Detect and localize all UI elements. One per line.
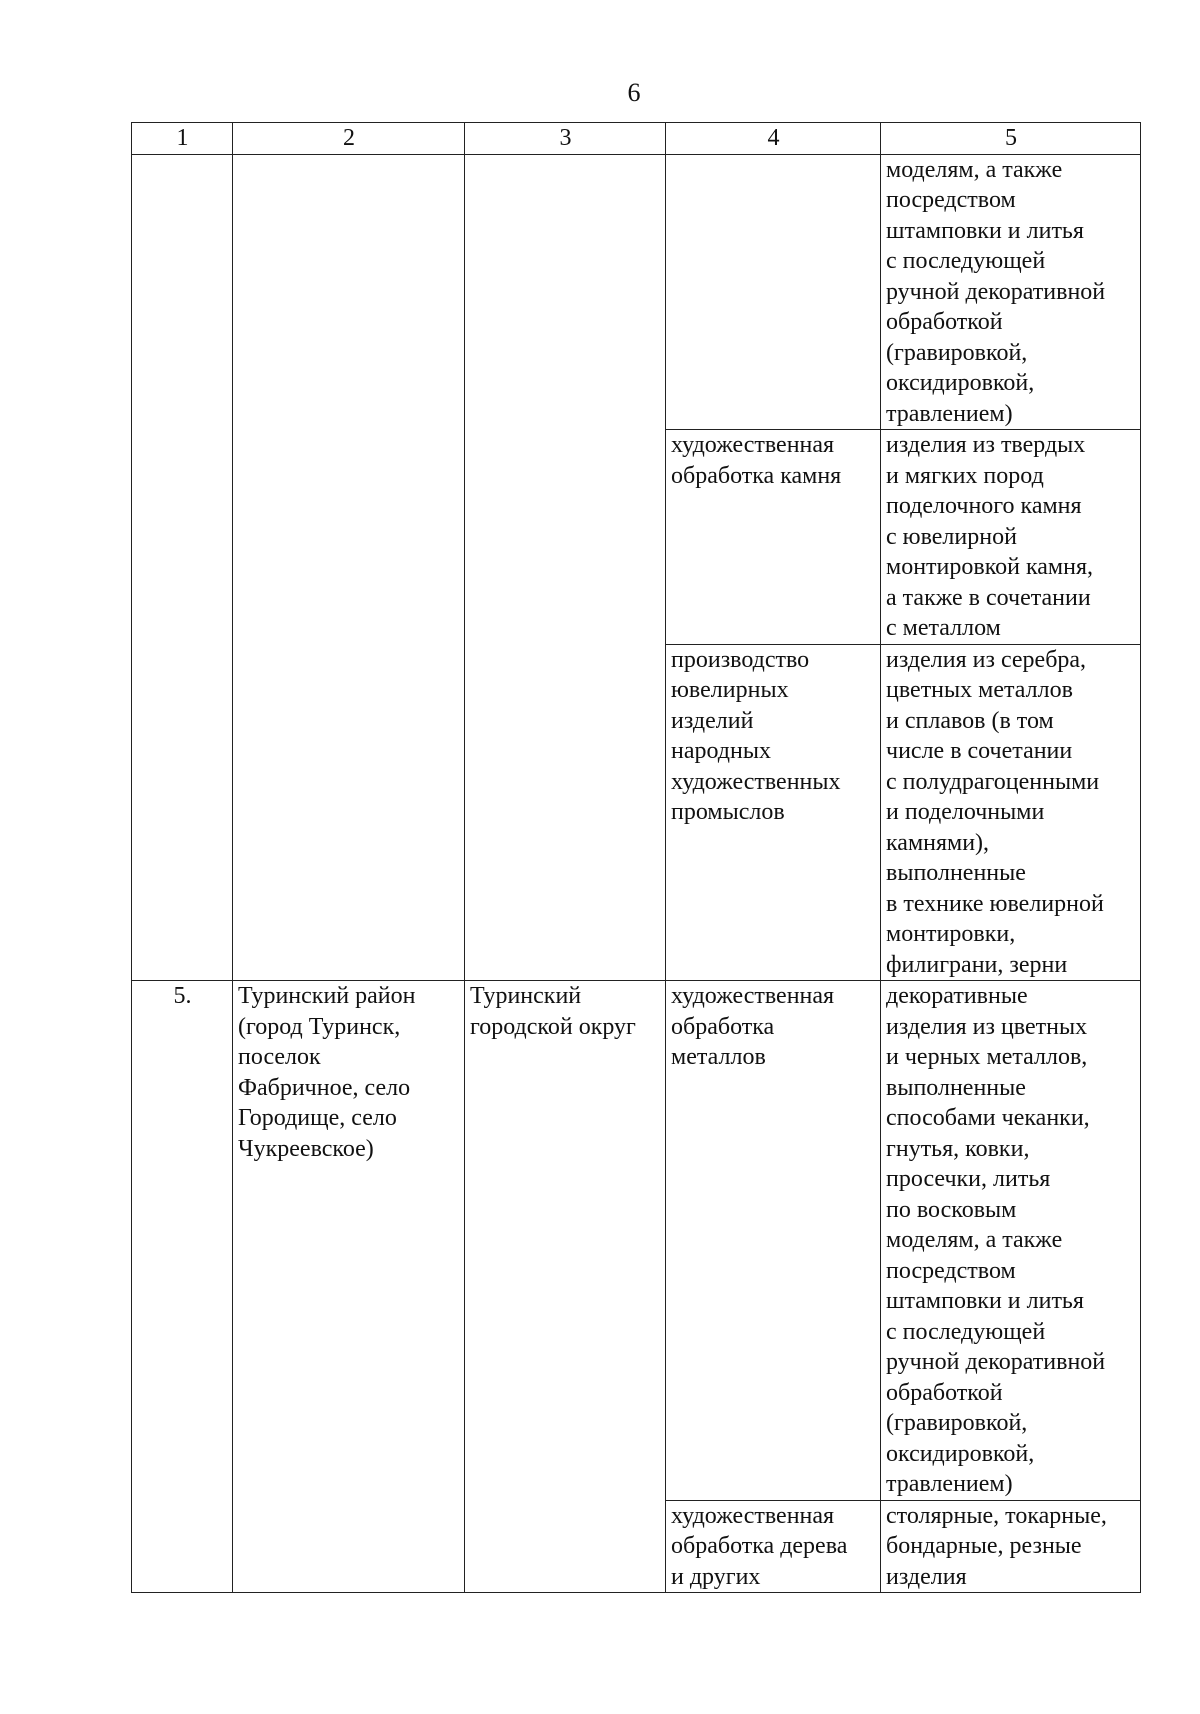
cell-text-line: декоративные bbox=[886, 983, 1028, 1009]
cell-text-line: филиграни, зерни bbox=[886, 951, 1068, 978]
cell-text-line: ювелирных bbox=[671, 677, 789, 703]
cell-text-line: народных bbox=[671, 738, 771, 764]
region-cell bbox=[233, 981, 465, 1593]
cell-text-line: способами чеканки, bbox=[886, 1105, 1090, 1131]
cell-text-line: поделочного камня bbox=[886, 493, 1082, 519]
municipality-cell-empty bbox=[465, 154, 666, 981]
cell-text-line: (город Туринск, bbox=[238, 1013, 401, 1040]
cell-text-line: травлением) bbox=[886, 1471, 1013, 1497]
cell-text-line: ручной декоративной bbox=[886, 278, 1106, 305]
cell-text-line: (гравировкой, bbox=[886, 1410, 1028, 1436]
cell-text-line: Туринский район bbox=[238, 983, 416, 1009]
header-cell-3: 3 bbox=[465, 123, 666, 155]
cell-text-line: художественная bbox=[671, 1502, 835, 1529]
craft-cell bbox=[666, 1500, 881, 1593]
cell-text-line: промыслов bbox=[671, 799, 785, 825]
products-cell bbox=[881, 644, 1141, 981]
cell-text-line: монтировки, bbox=[886, 921, 1016, 947]
products-cell bbox=[881, 1500, 1141, 1593]
cell-text-line: штамповки и литья bbox=[886, 1288, 1084, 1314]
cell-text-line: выполненные bbox=[886, 860, 1026, 886]
cell-text-line: Городище, село bbox=[238, 1105, 397, 1131]
cell-text-line: а также в сочетании bbox=[886, 584, 1091, 611]
cell-text-line: и черных металлов, bbox=[886, 1044, 1088, 1070]
table-row bbox=[132, 981, 1141, 1501]
cell-text-line: ручной декоративной bbox=[886, 1349, 1106, 1375]
page-number: 6 bbox=[627, 78, 641, 107]
cell-text-line: изделия из цветных bbox=[886, 1013, 1088, 1040]
cell-text-line: с последующей bbox=[886, 248, 1046, 274]
cell-text-line: числе в сочетании bbox=[886, 738, 1073, 764]
cell-text-line: металлов bbox=[671, 1044, 766, 1070]
cell-text-line: и других bbox=[671, 1563, 761, 1590]
products-cell bbox=[881, 430, 1141, 645]
cell-text-line: (гравировкой, bbox=[886, 339, 1028, 366]
products-cell bbox=[881, 981, 1141, 1501]
cell-text-line: выполненные bbox=[886, 1074, 1026, 1101]
cell-text-line: по восковым bbox=[886, 1196, 1017, 1223]
cell-text-line: производство bbox=[671, 646, 810, 673]
cell-text-line: травлением) bbox=[886, 400, 1013, 427]
cell-text-line: художественных bbox=[671, 768, 841, 795]
cell-text-line: художественная bbox=[671, 432, 835, 458]
municipality-cell bbox=[465, 981, 666, 1593]
region-cell-empty bbox=[233, 154, 465, 981]
products-cell bbox=[881, 154, 1141, 430]
cell-text-line: в технике ювелирной bbox=[886, 890, 1104, 917]
craft-cell-empty bbox=[666, 154, 881, 430]
cell-text-line: и сплавов (в том bbox=[886, 707, 1054, 734]
craft-cell bbox=[666, 981, 881, 1501]
cell-text-line: оксидировкой, bbox=[886, 1440, 1035, 1467]
table-row bbox=[132, 154, 1141, 430]
cell-text-line: оксидировкой, bbox=[886, 370, 1035, 396]
cell-text-line: Туринский bbox=[470, 983, 582, 1009]
num-cell: 5. bbox=[132, 981, 233, 1593]
cell-text-line: с металлом bbox=[886, 615, 1001, 641]
cell-text-line: моделям, а также bbox=[886, 1227, 1063, 1253]
cell-text-line: с полудрагоценными bbox=[886, 768, 1100, 795]
document-table bbox=[131, 122, 1141, 1593]
cell-text-line: штамповки и литья bbox=[886, 217, 1084, 244]
cell-text-line: Чукреевское) bbox=[238, 1135, 374, 1162]
cell-text-line: поселок bbox=[238, 1044, 321, 1070]
cell-text-line: столярные, токарные, bbox=[886, 1502, 1107, 1529]
header-cell-2: 2 bbox=[233, 123, 465, 155]
cell-text-line: и мягких пород bbox=[886, 462, 1044, 489]
craft-cell bbox=[666, 644, 881, 981]
cell-text-line: Фабричное, село bbox=[238, 1074, 411, 1101]
cell-text-line: просечки, литья bbox=[886, 1166, 1051, 1192]
cell-text-line: изделия из твердых bbox=[886, 432, 1086, 458]
cell-text-line: обработкой bbox=[886, 1379, 1003, 1406]
cell-text-line: изделий bbox=[671, 707, 754, 734]
cell-text-line: обработкой bbox=[886, 309, 1003, 335]
header-cell-5: 5 bbox=[881, 123, 1141, 155]
cell-text-line: обработка камня bbox=[671, 462, 842, 489]
cell-text-line: гнутья, ковки, bbox=[886, 1135, 1030, 1162]
header-cell-4: 4 bbox=[666, 123, 881, 155]
cell-text-line: и поделочными bbox=[886, 799, 1045, 825]
cell-text-line: с ювелирной bbox=[886, 523, 1017, 550]
cell-text-line: цветных металлов bbox=[886, 677, 1073, 703]
cell-text-line: обработка дерева bbox=[671, 1533, 848, 1559]
cell-text-line: с последующей bbox=[886, 1318, 1046, 1345]
cell-text-line: художественная bbox=[671, 983, 835, 1009]
table-header-row bbox=[132, 123, 1141, 155]
cell-text-line: городской округ bbox=[470, 1013, 636, 1040]
cell-text-line: камнями), bbox=[886, 829, 990, 856]
header-cell-1: 1 bbox=[132, 123, 233, 155]
num-cell-empty bbox=[132, 154, 233, 981]
cell-text-line: моделям, а также bbox=[886, 156, 1063, 183]
cell-text-line: посредством bbox=[886, 187, 1016, 213]
cell-text-line: обработка bbox=[671, 1013, 775, 1040]
cell-text-line: бондарные, резные bbox=[886, 1533, 1082, 1559]
craft-cell bbox=[666, 430, 881, 645]
cell-text-line: изделия bbox=[886, 1563, 967, 1590]
cell-text-line: монтировкой камня, bbox=[886, 554, 1093, 580]
cell-text-line: изделия из серебра, bbox=[886, 646, 1087, 673]
cell-text-line: посредством bbox=[886, 1257, 1016, 1284]
